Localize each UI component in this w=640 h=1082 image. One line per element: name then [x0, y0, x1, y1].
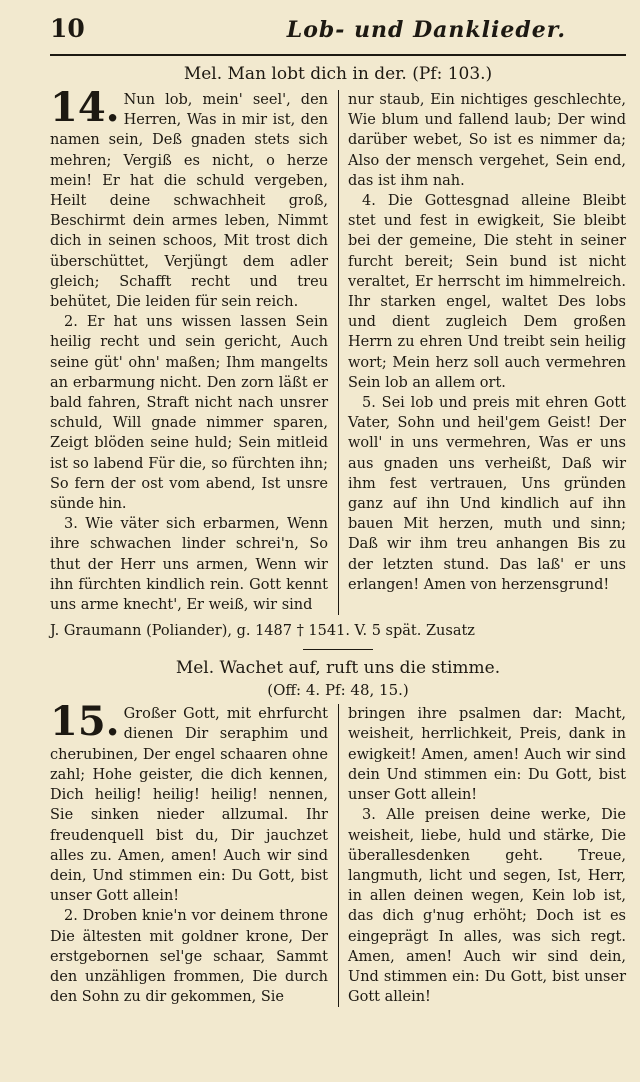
hymn14-verse-2: 2. Er hat uns wissen lassen Sein heilig recht und sein gericht, Auch seine güt' ohn' maßen; Ihm mangelts an erbarmung nicht. Den zorn läßt er bald fahren, Straft nicht nach unsrer schuld, Will gnade nimmer sparen, Zeigt blöden seine huld; Sein mitleid ist so labend Für die, so fürchten ihn; So fern der ost vom abend, Ist unsre sünde hin. [50, 314, 328, 513]
hymn14-number: 14. [50, 84, 120, 131]
hymn15-reference: (Off: 4. Pf: 48, 15.) [267, 681, 409, 700]
hymn14-verse-3: 3. Wie väter sich erbarmen, Wenn ihre schwachen linder schrei'n, So thut der Herr uns armen, Wenn wir ihn fürchten kindlich rein. Gott kennt uns arme knecht', Er weiß, wir sind [50, 516, 328, 614]
hymn15-right-column [348, 704, 626, 1007]
hymn14-attribution: J. Graumann (Poliander), g. 1487 † 1541. V. 5 spät. Zusatz [50, 623, 475, 640]
column-divider-2 [338, 704, 339, 1007]
hymn14-verse-3-cont: nur staub, Ein nichtiges geschlechte, Wie blum und fallend laub; Der wind darüber webet, So ist es nimmer da; Also der mensch vergehet, Sein end, das ist ihm nah. [348, 92, 626, 189]
page-number: 10 [50, 14, 85, 43]
hymn15-verse-2-cont: bringen ihre psalmen dar: Macht, weisheit, herrlichkeit, Preis, dank in ewigkeit! Amen, amen! Auch wir sind dein Und stimmen ein: Du Gott, bist unser Gott allein! [348, 706, 626, 804]
hymn15-verse-1: Großer Gott, mit ehrfurcht dienen Dir seraphim und cherubinen, Der engel schaaren ohne zahl; Hohe geister, die dich kennen, Dich heilig! heilig! heilig! nennen, Sie sinken nieder allzumal. Ihr freudenquell bist du, Dir jauchzet alles zu. Amen, amen! Auch wir sind dein, Und stimmen ein: Du Gott, bist unser Gott allein! [50, 706, 328, 905]
page-header [50, 14, 626, 50]
hymn14-left-column [50, 84, 328, 615]
hymn15-body [50, 698, 626, 1007]
header-rule [50, 54, 626, 56]
section-divider [303, 649, 373, 650]
hymn14-melody: Mel. Man lobt dich in der. (Pf: 103.) [183, 64, 493, 84]
hymn15-verse-3: 3. Alle preisen deine werke, Die weisheit, liebe, huld und stärke, Die überallesdenken geht. Treue, langmuth, licht und segen, Ist, Herr, in allen deinen wegen, Kein lob ist, das dich g'nug erhöht; Doch ist es eingeprägt In alles, was sich regt. Amen, amen! Auch wir sind dein, Und stimmen ein: Du Gott, bist unser Gott allein! [348, 807, 626, 1006]
hymn15-left-column [50, 698, 328, 1007]
hymn15-number: 15. [50, 698, 120, 746]
hymn15-melody: Mel. Wachet auf, ruft uns die stimme. [175, 658, 501, 679]
hymn14-verse-1: Nun lob, mein' seel', den Herren, Was in mir ist, den namen sein, Deß gnaden stets sich mehren; Vergiß es nicht, o herze mein! Er hat die schuld vergeben, Heilt deine schwachheit groß, Beschirmt dein armes leben, Nimmt dich in seinen schoos, Mit trost dich überschüttet, Verjüngt dem adler gleich; Schafft recht und treu behütet, Die leiden für sein reich. [50, 92, 328, 311]
hymn14-right-column [348, 90, 626, 615]
column-divider [338, 90, 339, 615]
running-title: Lob- und Danklieder. [286, 17, 566, 43]
hymn14-body [50, 84, 626, 615]
hymn14-verse-5: 5. Sei lob und preis mit ehren Gott Vater, Sohn und heil'gem Geist! Der woll' in uns vermehren, Was er uns aus gnaden uns verheißt, Daß wir ihm fest vertrauen, Uns gründen ganz auf ihn Und kindlich auf ihn bauen Mit herzen, muth und sinn; Daß wir ihm treu anhangen Bis zu der letzten stund. Das laß' er uns erlangen! Amen von herzensgrund! [348, 395, 626, 593]
hymn14-verse-4: 4. Die Gottesgnad alleine Bleibt stet und fest in ewigkeit, Sie bleibt bei der gemeine, Die steht in seiner furcht bereit; Sein bund ist nicht veraltet, Er herrscht im himmelreich. Ihr starken engel, waltet Des lobs und dient zugleich Dem großen Herrn zu ehren Und treibt sein heilig wort; Mein herz soll auch vermehren Sein lob an allem ort. [348, 193, 626, 391]
hymn15-verse-2: 2. Droben knie'n vor deinem throne Die ältesten mit goldner krone, Der erstgebornen sel'ge schaar, Sammt den unzähligen frommen, Die durch den Sohn zu dir gekommen, Sie [50, 908, 328, 1006]
